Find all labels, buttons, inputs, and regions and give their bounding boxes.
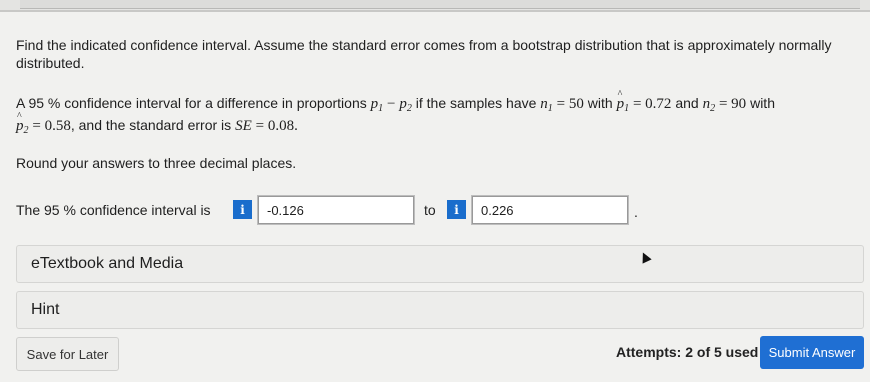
- phat2-value: = 0.58: [32, 118, 71, 134]
- save-for-later-button[interactable]: Save for Later: [16, 337, 119, 371]
- prompt-part2: if the samples have: [415, 95, 537, 111]
- with-text-1: with: [587, 95, 613, 111]
- hint-panel[interactable]: Hint: [16, 291, 864, 329]
- to-label: to: [424, 202, 436, 218]
- prompt-line1: [16, 94, 775, 118]
- and-text: and: [675, 95, 699, 111]
- phat1-symbol: ^ $p_1$: [617, 95, 630, 118]
- info-icon-lower[interactable]: i: [233, 200, 252, 219]
- attempts-text: Attempts: 2 of 5 used: [616, 344, 759, 360]
- minus-symbol: −: [387, 96, 396, 112]
- lower-bound-input[interactable]: -0.126: [258, 196, 414, 224]
- n2-value: = 90: [718, 96, 747, 112]
- instruction-text-line2: distributed.: [16, 55, 85, 71]
- upper-bound-input[interactable]: 0.226: [472, 196, 628, 224]
- submit-answer-button[interactable]: Submit Answer: [760, 336, 864, 369]
- phat1-value: = 0.72: [632, 96, 672, 112]
- round-instruction: Round your answers to three decimal places.: [16, 155, 297, 171]
- se-symbol: SE: [235, 118, 252, 134]
- prompt-line2: [16, 116, 298, 140]
- phat2-symbol: ^ $p_2$: [16, 117, 29, 140]
- top-bar-inner: [20, 0, 860, 9]
- top-bar: [0, 0, 870, 12]
- with-text-2: with: [750, 95, 775, 111]
- instruction-text-line1: Find the indicated confidence interval. Assume the standard error comes from a bootstrap distribution that is approximately normally: [16, 37, 832, 53]
- n1-value: = 50: [556, 96, 584, 112]
- se-value: = 0.08.: [255, 118, 298, 134]
- p1-symbol: $p_1$: [370, 96, 384, 114]
- info-icon-upper[interactable]: i: [447, 200, 466, 219]
- p2-symbol: $p_2$: [399, 96, 412, 114]
- n2-symbol: $n_2$: [702, 96, 716, 114]
- interval-label: The 95 % confidence interval is: [16, 202, 211, 218]
- period-text: .: [634, 204, 638, 220]
- n1-symbol: $n_1$: [540, 96, 553, 114]
- etextbook-media-panel[interactable]: eTextbook and Media: [16, 245, 864, 283]
- prompt-part3: , and the standard error is: [70, 117, 232, 133]
- prompt-part1: A 95 % confidence interval for a difference in proportions: [16, 95, 367, 111]
